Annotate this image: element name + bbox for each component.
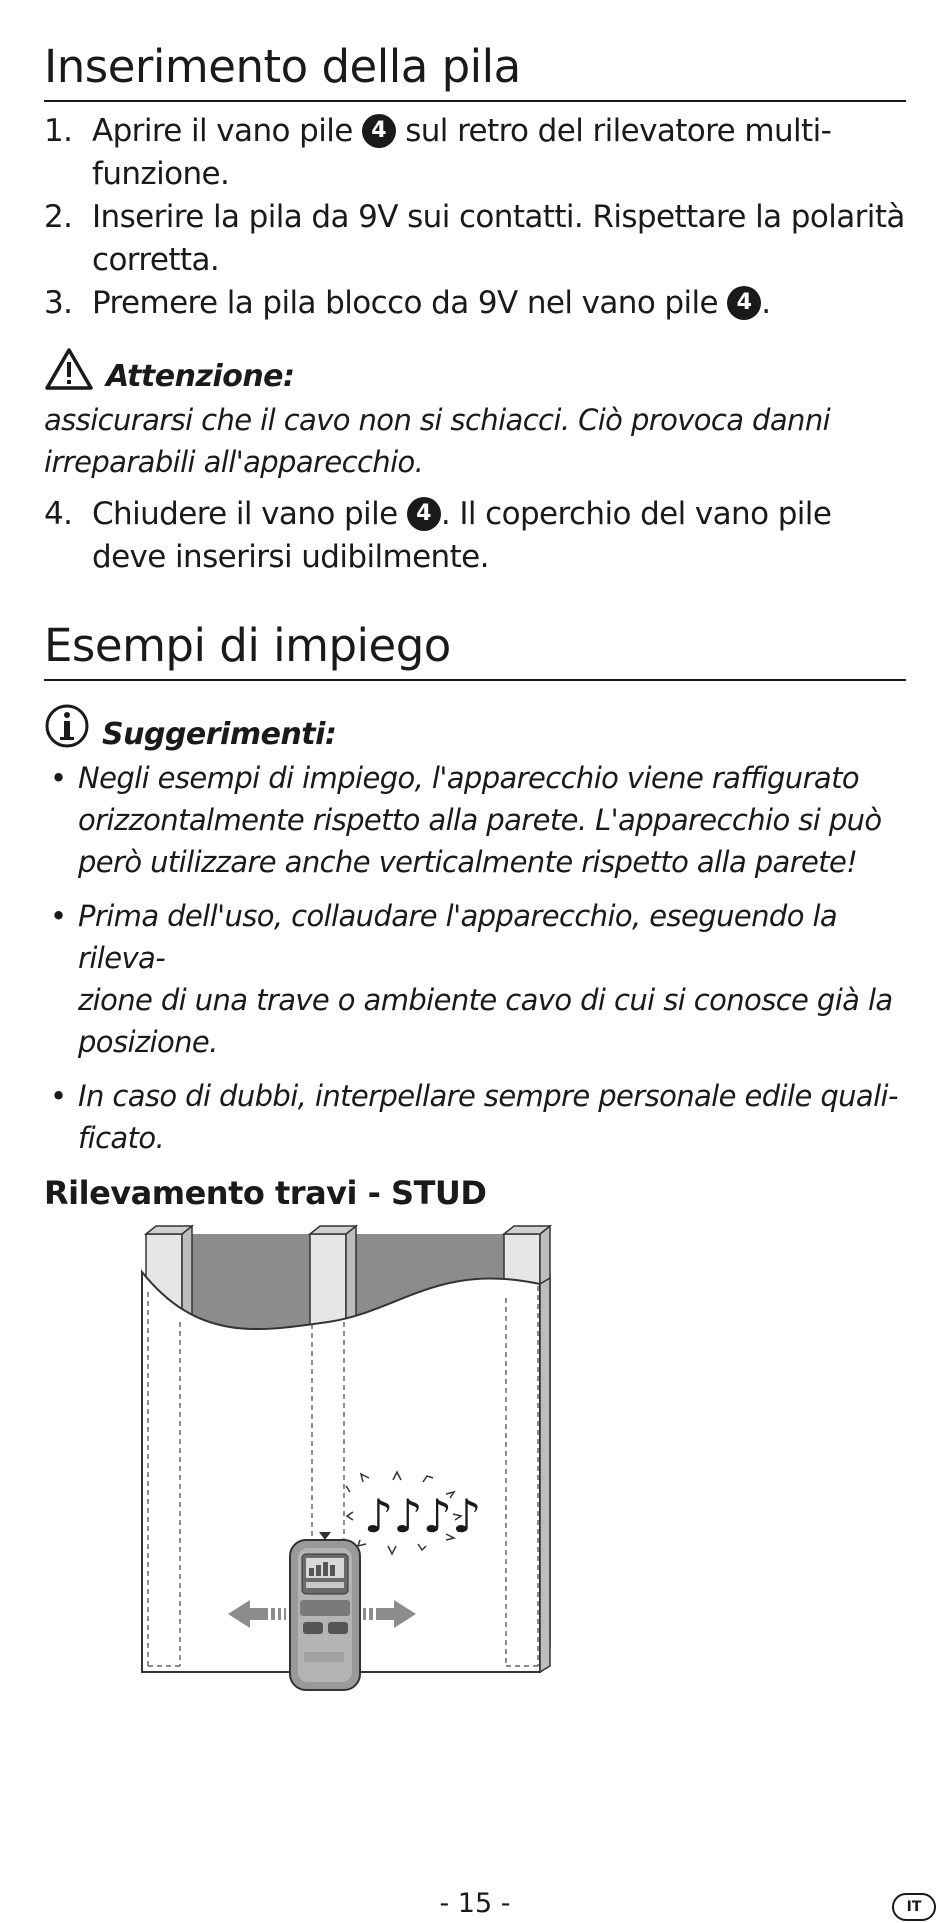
list-item	[44, 757, 906, 883]
bullet: •	[50, 761, 67, 795]
warning-text	[44, 399, 906, 483]
step-text: funzione.	[92, 156, 230, 192]
tips-title: Suggerimenti:	[102, 717, 337, 752]
step-text: . Il coperchio del vano pile	[440, 496, 832, 532]
step-1	[44, 110, 906, 196]
tip-line: zione di una trave o ambiente cavo di cui si conosce già la	[78, 983, 893, 1017]
tip-line: però utilizzare anche verticalmente rispetto alla parete!	[78, 845, 858, 879]
step-4	[44, 493, 906, 579]
warning-triangle-icon	[44, 347, 94, 395]
stud-detection-illustration	[138, 1222, 558, 1702]
step-number: 3.	[44, 285, 73, 321]
callout-badge-4: 4	[727, 286, 761, 320]
step-text: Aprire il vano pile	[92, 113, 362, 149]
section-title-battery: Inserimento della pila	[44, 40, 906, 102]
step-text: sul retro del rilevatore multi-	[395, 113, 832, 149]
step-text: Inserire la pila da 9V sui contatti. Rispettare la polarità	[92, 199, 905, 235]
step-number: 1.	[44, 113, 73, 149]
info-circle-icon	[44, 703, 90, 753]
tip-line: In caso di dubbi, interpellare sempre personale edile quali-	[78, 1079, 898, 1113]
music-notes-icon: ♪♪♪♪	[364, 1489, 482, 1543]
step-2	[44, 196, 906, 282]
tip-line: Negli esempi di impiego, l'apparecchio viene raffigurato	[78, 761, 859, 795]
bullet: •	[50, 899, 67, 933]
bullet: •	[50, 1079, 67, 1113]
step-text: corretta.	[92, 242, 220, 278]
section-title-examples: Esempi di impiego	[44, 619, 906, 681]
warning-line: assicurarsi che il cavo non si schiacci. Ciò provoca danni	[44, 403, 831, 437]
page-number: - 15 -	[439, 1888, 511, 1919]
multi-detector-device	[290, 1532, 360, 1690]
step-text: .	[761, 285, 771, 321]
list-item	[44, 1075, 906, 1159]
tip-line: orizzontalmente rispetto alla parete. L'apparecchio si può	[78, 803, 882, 837]
page-content	[44, 40, 906, 1215]
warning-title: Attenzione:	[106, 359, 295, 394]
step-text: Chiudere il vano pile	[92, 496, 407, 532]
battery-steps-continued	[44, 493, 906, 579]
tips-heading	[44, 703, 906, 753]
language-badge: IT	[892, 1893, 936, 1921]
tip-line: posizione.	[78, 1025, 218, 1059]
step-3	[44, 282, 906, 325]
step-number: 4.	[44, 496, 73, 532]
step-number: 2.	[44, 199, 73, 235]
tip-line: Prima dell'uso, collaudare l'apparecchio, eseguendo la rileva-	[78, 899, 838, 975]
tips-list	[44, 757, 906, 1159]
battery-steps	[44, 110, 906, 325]
warning-line: irreparabili all'apparecchio.	[44, 445, 424, 479]
step-text: deve inserirsi udibilmente.	[92, 539, 489, 575]
step-text: Premere la pila blocco da 9V nel vano pile	[92, 285, 728, 321]
warning-heading	[44, 347, 906, 395]
tip-line: ficato.	[78, 1121, 165, 1155]
subheading-stud: Rilevamento travi - STUD	[44, 1174, 487, 1212]
list-item	[44, 895, 906, 1063]
callout-badge-4: 4	[362, 114, 396, 148]
callout-badge-4: 4	[407, 497, 441, 531]
